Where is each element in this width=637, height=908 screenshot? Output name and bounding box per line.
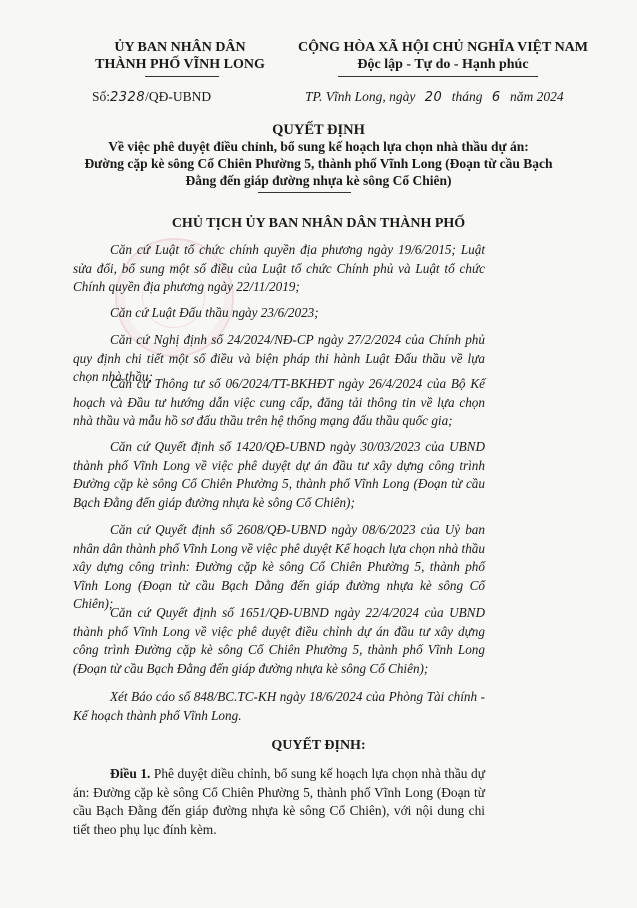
article-1-label: Điều 1. (110, 766, 151, 781)
number-handwritten: 2328 (110, 90, 146, 105)
month-label: tháng (451, 89, 483, 104)
number-suffix: /QĐ-UBND (145, 89, 212, 104)
consideration-report: Xét Báo cáo số 848/BC.TC-KH ngày 18/6/2024 của Phòng Tài chính - Kế hoạch thành phố Vĩnh Long. (73, 689, 485, 723)
title-underline (258, 192, 351, 193)
agency-underline (145, 76, 219, 77)
legal-basis-4: Căn cứ Thông tư số 06/2024/TT-BKHĐT ngày 26/4/2024 của Bộ Kế hoạch và Đầu tư hướng dẫn việc cung cấp, đăng tải thông tin về lựa chọn nhà thầu và mẫu hồ sơ đấu thầu trên hệ thống mạng đấu thầu quốc gia; (73, 376, 485, 429)
legal-basis-2: Căn cứ Luật Đấu thầu ngày 23/6/2023; (110, 305, 319, 320)
agency-name-line1: ỦY BAN NHÂN DÂN (114, 40, 246, 55)
date-prefix: TP. Vĩnh Long, ngày (305, 89, 416, 104)
year-text: năm 2024 (509, 89, 564, 104)
legal-basis-5: Căn cứ Quyết định số 1420/QĐ-UBND ngày 30/03/2023 của UBND thành phố Vĩnh Long về việc phê duyệt dự án đầu tư xây dựng công trình Đường cặp kè sông Cổ Chiên Phường 5, thành phố Vĩnh Long (Đoạn từ cầu Bạch Đằng đến giáp đường nhựa kè sông Cổ Chiên); (73, 439, 485, 510)
day-handwritten: 20 (424, 90, 443, 105)
document-number (92, 89, 211, 105)
motto-underline (338, 76, 538, 77)
subject-line-1: Về việc phê duyệt điều chỉnh, bổ sung kế hoạch lựa chọn nhà thầu dự án: (108, 139, 529, 154)
issue-date (305, 89, 564, 105)
legal-basis-7: Căn cứ Quyết định số 1651/QĐ-UBND ngày 22/4/2024 của UBND thành phố Vĩnh Long về việc phê duyệt điều chỉnh dự án đầu tư xây dựng công trình Đường cặp kè sông Cổ Chiên Phường 5, thành phố Vĩnh Long (Đoạn từ cầu Bạch Đằng đến giáp đường nhựa kè sông Cổ Chiên); (73, 605, 485, 676)
article-1-text: Phê duyệt diều chỉnh, bổ sung kế hoạch lựa chọn nhà thầu dự án: Đường cặp kè sông Cổ Chiên Phường 5, thành phố Vĩnh Long (Đoạn từ cầu Bạch Đằng đến giáp đường nhựa kè sông Cổ Chiên), với nội dung chi tiết theo phụ lục đính kèm. (73, 766, 485, 837)
agency-name-line2: THÀNH PHỐ VĨNH LONG (95, 57, 265, 72)
legal-basis-6: Căn cứ Quyết định số 2608/QĐ-UBND ngày 08/6/2023 của Uỷ ban nhân dân thành phố Vĩnh Long về việc phê duyệt Kế hoạch lựa chọn nhà thầu xây dựng công trình: Đường cặp kè sông Cổ Chiên Phường 5, thành phố Vĩnh Long (Đoạn từ cầu Bạch Dằng đến giáp đường nhựa kè sông Cổ Chiên); (73, 522, 485, 612)
legal-basis-1: Căn cứ Luật tổ chức chính quyền địa phương ngày 19/6/2015; Luật sửa đổi, bổ sung một số điều của Luật tổ chức Chính phủ và Luật tổ chức Chính quyền địa phương ngày 22/11/2019; (73, 242, 485, 295)
document-type-heading: QUYẾT ĐỊNH (272, 122, 365, 138)
legal-basis-3: Căn cứ Nghị định số 24/2024/NĐ-CP ngày 27/2/2024 của Chính phủ quy định chi tiết một số điều và biện pháp thi hành Luật Đấu thầu về lựa chọn nhà thầu; (73, 332, 485, 385)
month-handwritten: 6 (491, 90, 501, 105)
article-1 (73, 765, 485, 839)
decision-heading: QUYẾT ĐỊNH: (271, 738, 366, 753)
number-prefix: Số: (92, 89, 111, 104)
subject-line-3: Đằng đến giáp đường nhựa kè sông Cổ Chiên) (185, 173, 452, 188)
national-motto: Độc lập - Tự do - Hạnh phúc (357, 57, 529, 72)
national-title: CỘNG HÒA XÃ HỘI CHỦ NGHĨA VIỆT NAM (297, 40, 588, 55)
issuing-authority: CHỦ TỊCH ỦY BAN NHÂN DÂN THÀNH PHỐ (171, 216, 466, 231)
subject-line-2: Đường cặp kè sông Cổ Chiên Phường 5, thành phố Vĩnh Long (Đoạn từ cầu Bạch (84, 156, 553, 171)
